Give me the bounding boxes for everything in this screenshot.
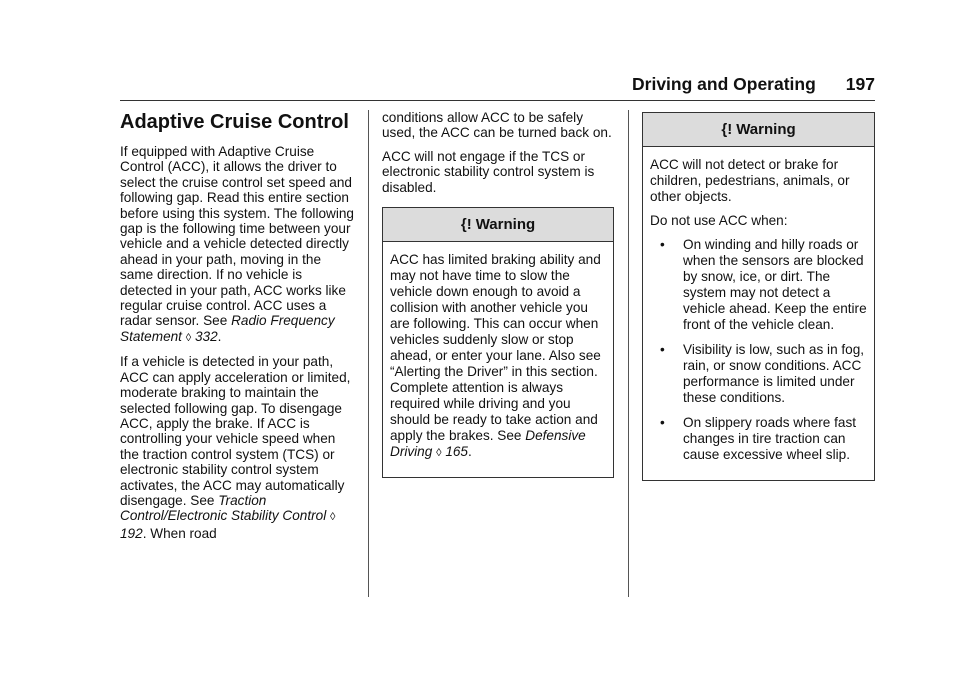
bullet-text: On winding and hilly roads or when the sensors are blocked by snow, ice, or dirt. The system may not detect a vehicle ahead. Keep the entire front of the vehicle clean. (683, 237, 867, 332)
xref-label: Traction Control/Electronic Stability Control (120, 492, 327, 524)
page-number: 197 (845, 73, 875, 94)
warning-icon: {! (460, 216, 472, 234)
list-item (650, 342, 867, 406)
warning-title: Warning (736, 121, 796, 138)
punctuation: . (217, 328, 222, 344)
bullet-icon: • (660, 237, 665, 252)
detection-paragraph (120, 354, 356, 541)
bullet-icon: • (660, 415, 665, 430)
column-1 (120, 108, 356, 549)
xref-page: 332 (194, 328, 218, 344)
intro-text: If equipped with Adaptive Cruise Control (ACC), it allows the driver to select the cruise control set speed and following gap. Read this entire section before using this system. The following gap is the following time between your vehicle and a vehicle detected directly ahead in your path, moving in the same direction. If no vehicle is detected in your path, ACC works like regular cruise control. ACC uses a radar sensor. See (120, 144, 354, 329)
warning-body (643, 147, 874, 480)
warning-box-detection (642, 112, 875, 481)
column-2 (382, 110, 614, 478)
warning-title: Warning (475, 216, 536, 234)
bullet-icon: • (660, 342, 665, 357)
column-divider-2 (628, 110, 629, 597)
section-heading: Adaptive Cruise Control (120, 111, 349, 133)
warning-text (390, 252, 606, 461)
xref-page: 165 (445, 444, 468, 460)
header-rule (120, 100, 875, 101)
chapter-title: Driving and Operating (632, 73, 816, 94)
list-item (650, 415, 867, 463)
warning-icon: {! (721, 121, 733, 138)
intro-paragraph (120, 144, 356, 346)
column-3 (642, 112, 875, 481)
column-divider-1 (368, 110, 369, 597)
engage-paragraph: ACC will not engage if the TCS or electronic stability control system is disabled. (382, 148, 595, 195)
bullet-text: Visibility is low, such as in fog, rain, or snow conditions. ACC performance is limited under these conditions. (683, 342, 865, 405)
bullet-text: On slippery roads where fast changes in tire traction can cause excessive wheel slip. (683, 415, 857, 462)
warning-bullet-list (650, 237, 867, 463)
xref-arrow-icon: ◊ (330, 511, 336, 524)
detection-text: If a vehicle is detected in your path, ACC can apply acceleration or limited, moderate braking to maintain the selected following gap. To disengage ACC, apply the brake. If ACC is controlling your vehicle speed when the traction control system (TCS) or electronic stability control system activates, the ACC may automatically disengage. See (120, 354, 351, 508)
xref-page: 192 (120, 525, 143, 541)
xref-arrow-icon: ◊ (185, 331, 192, 344)
warning-header (383, 208, 613, 242)
continuation-text: . When road (142, 525, 217, 541)
punctuation: . (468, 444, 472, 460)
warning-text-body: ACC has limited braking ability and may not have time to slow the vehicle down enough to avoid a collision with another vehicle you are following. This can occur when vehicles suddenly slow or stop ahead, or enter your lane. Also see “Alerting the Driver” in this section. Complete attention is always required while driving and you should be ready to take action and apply the brakes. See (390, 252, 601, 444)
warning-header (643, 113, 874, 147)
warning-box-braking (382, 207, 614, 478)
page-header (120, 70, 875, 98)
continuation-paragraph: conditions allow ACC to be safely used, the ACC can be turned back on. (382, 110, 612, 141)
xref-label: Radio Frequency Statement (120, 313, 335, 344)
list-item (650, 237, 867, 333)
xref-arrow-icon: ◊ (436, 447, 442, 460)
warning-p2: Do not use ACC when: (650, 213, 788, 228)
warning-body (383, 242, 613, 477)
xref-label: Defensive Driving (390, 428, 586, 460)
warning-p1: ACC will not detect or brake for children, pedestrians, animals, or other objects. (650, 157, 850, 204)
